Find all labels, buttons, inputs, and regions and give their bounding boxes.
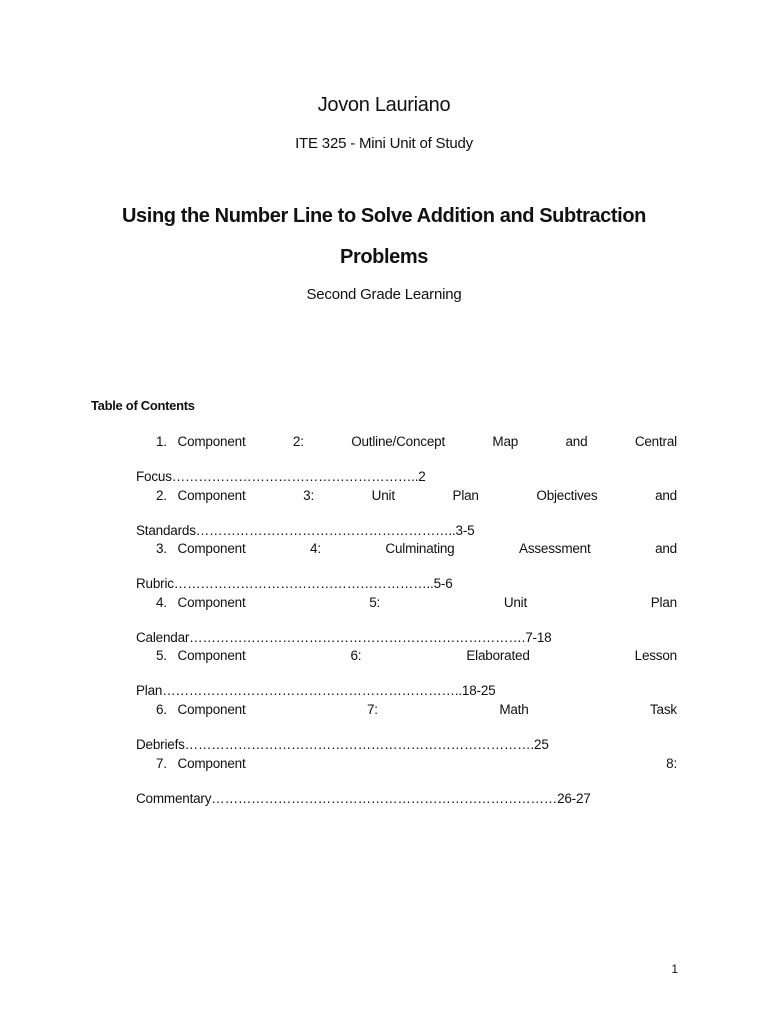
toc-entry-line <box>156 488 677 506</box>
document-title-line-1: Using the Number Line to Solve Addition and Subtraction <box>122 205 646 227</box>
toc-entry-lead <box>156 756 246 771</box>
toc-entry-line <box>156 541 677 559</box>
toc-entry-word: Component <box>177 487 246 503</box>
toc-entry-word: Central <box>634 434 677 449</box>
toc-entry-word: Lesson <box>634 648 677 664</box>
toc-entry-word: Component <box>177 648 246 664</box>
page-number: 1 <box>671 962 678 976</box>
toc-entry-continuation: Plan…………………………………………………………..18-25 <box>136 683 496 699</box>
toc-heading: Table of Contents <box>91 398 195 413</box>
toc-entry-line <box>156 702 677 720</box>
toc-entry-word: Outline/Concept <box>351 434 445 449</box>
toc-entry-word: Culminating <box>385 541 455 557</box>
toc-entry-word: Component <box>177 434 246 449</box>
toc-entry-continuation: Rubric…………………………………………………..5-6 <box>136 576 453 592</box>
toc-entry-word: Unit <box>371 487 395 503</box>
toc-entry-lead <box>156 434 246 449</box>
toc-entry-continuation: Standards…………………………………………………..3-5 <box>136 522 475 538</box>
toc-entry-word: Map <box>492 434 519 449</box>
toc-entry-word: 6: <box>350 648 362 664</box>
toc-entry-word: Objectives <box>536 487 598 503</box>
course-title: ITE 325 - Mini Unit of Study <box>295 135 473 152</box>
toc-entry-lead <box>156 648 246 663</box>
toc-entry-number: 5. <box>156 648 167 664</box>
toc-entry-lead <box>156 488 246 503</box>
author-name: Jovon Lauriano <box>317 94 451 116</box>
toc-entry-word: 4: <box>310 541 321 557</box>
toc-entry-word: and <box>565 434 588 449</box>
toc-entry-lead <box>156 702 246 717</box>
document-subtitle: Second Grade Learning <box>306 286 462 303</box>
toc-entry-number: 1. <box>156 434 167 449</box>
toc-entry-number: 4. <box>156 594 167 610</box>
toc-entry-word: Task <box>650 702 677 717</box>
toc-entry-word: Component <box>177 702 246 717</box>
toc-entry-word: Math <box>499 702 529 717</box>
toc-entry-line <box>156 648 677 666</box>
toc-entry-number: 3. <box>156 541 167 557</box>
toc-entry-number: 2. <box>156 487 167 503</box>
toc-entry-word: and <box>655 541 677 557</box>
toc-entry-line <box>156 434 677 452</box>
document-title-line-2: Problems <box>340 246 428 268</box>
toc-entry-word: Component <box>177 594 246 610</box>
toc-entry-word: and <box>655 487 677 503</box>
toc-entry-word: 8: <box>666 755 677 771</box>
toc-entry-number: 7. <box>156 755 167 771</box>
toc-entry-word: 3: <box>303 487 315 503</box>
toc-entry-word: Elaborated <box>466 648 530 664</box>
toc-entry-word: 7: <box>366 702 378 717</box>
toc-entry-lead <box>156 541 246 556</box>
toc-entry-line <box>156 756 677 774</box>
toc-entry-word: 5: <box>369 594 381 610</box>
toc-entry-lead <box>156 595 246 610</box>
toc-entry-word: Plan <box>650 594 677 610</box>
toc-entry-number: 6. <box>156 702 167 717</box>
toc-entry-line <box>156 595 677 613</box>
toc-entry-word: Assessment <box>519 541 591 557</box>
toc-entry-continuation: Focus………………………………………………..2 <box>136 469 426 484</box>
toc-entry-word: Component <box>177 755 246 771</box>
toc-entry-word: Unit <box>503 594 528 610</box>
toc-entry-word: Component <box>177 541 246 557</box>
toc-entry-word: 2: <box>292 434 304 449</box>
toc-entry-continuation: Debriefs…………………………………………………………………….25 <box>136 737 549 752</box>
toc-entry-continuation: Calendar………………………………………………………………….7-18 <box>136 629 552 645</box>
toc-entry-continuation: Commentary……………………………………………………………………26-27 <box>136 790 591 806</box>
toc-entry-word: Plan <box>452 487 479 503</box>
